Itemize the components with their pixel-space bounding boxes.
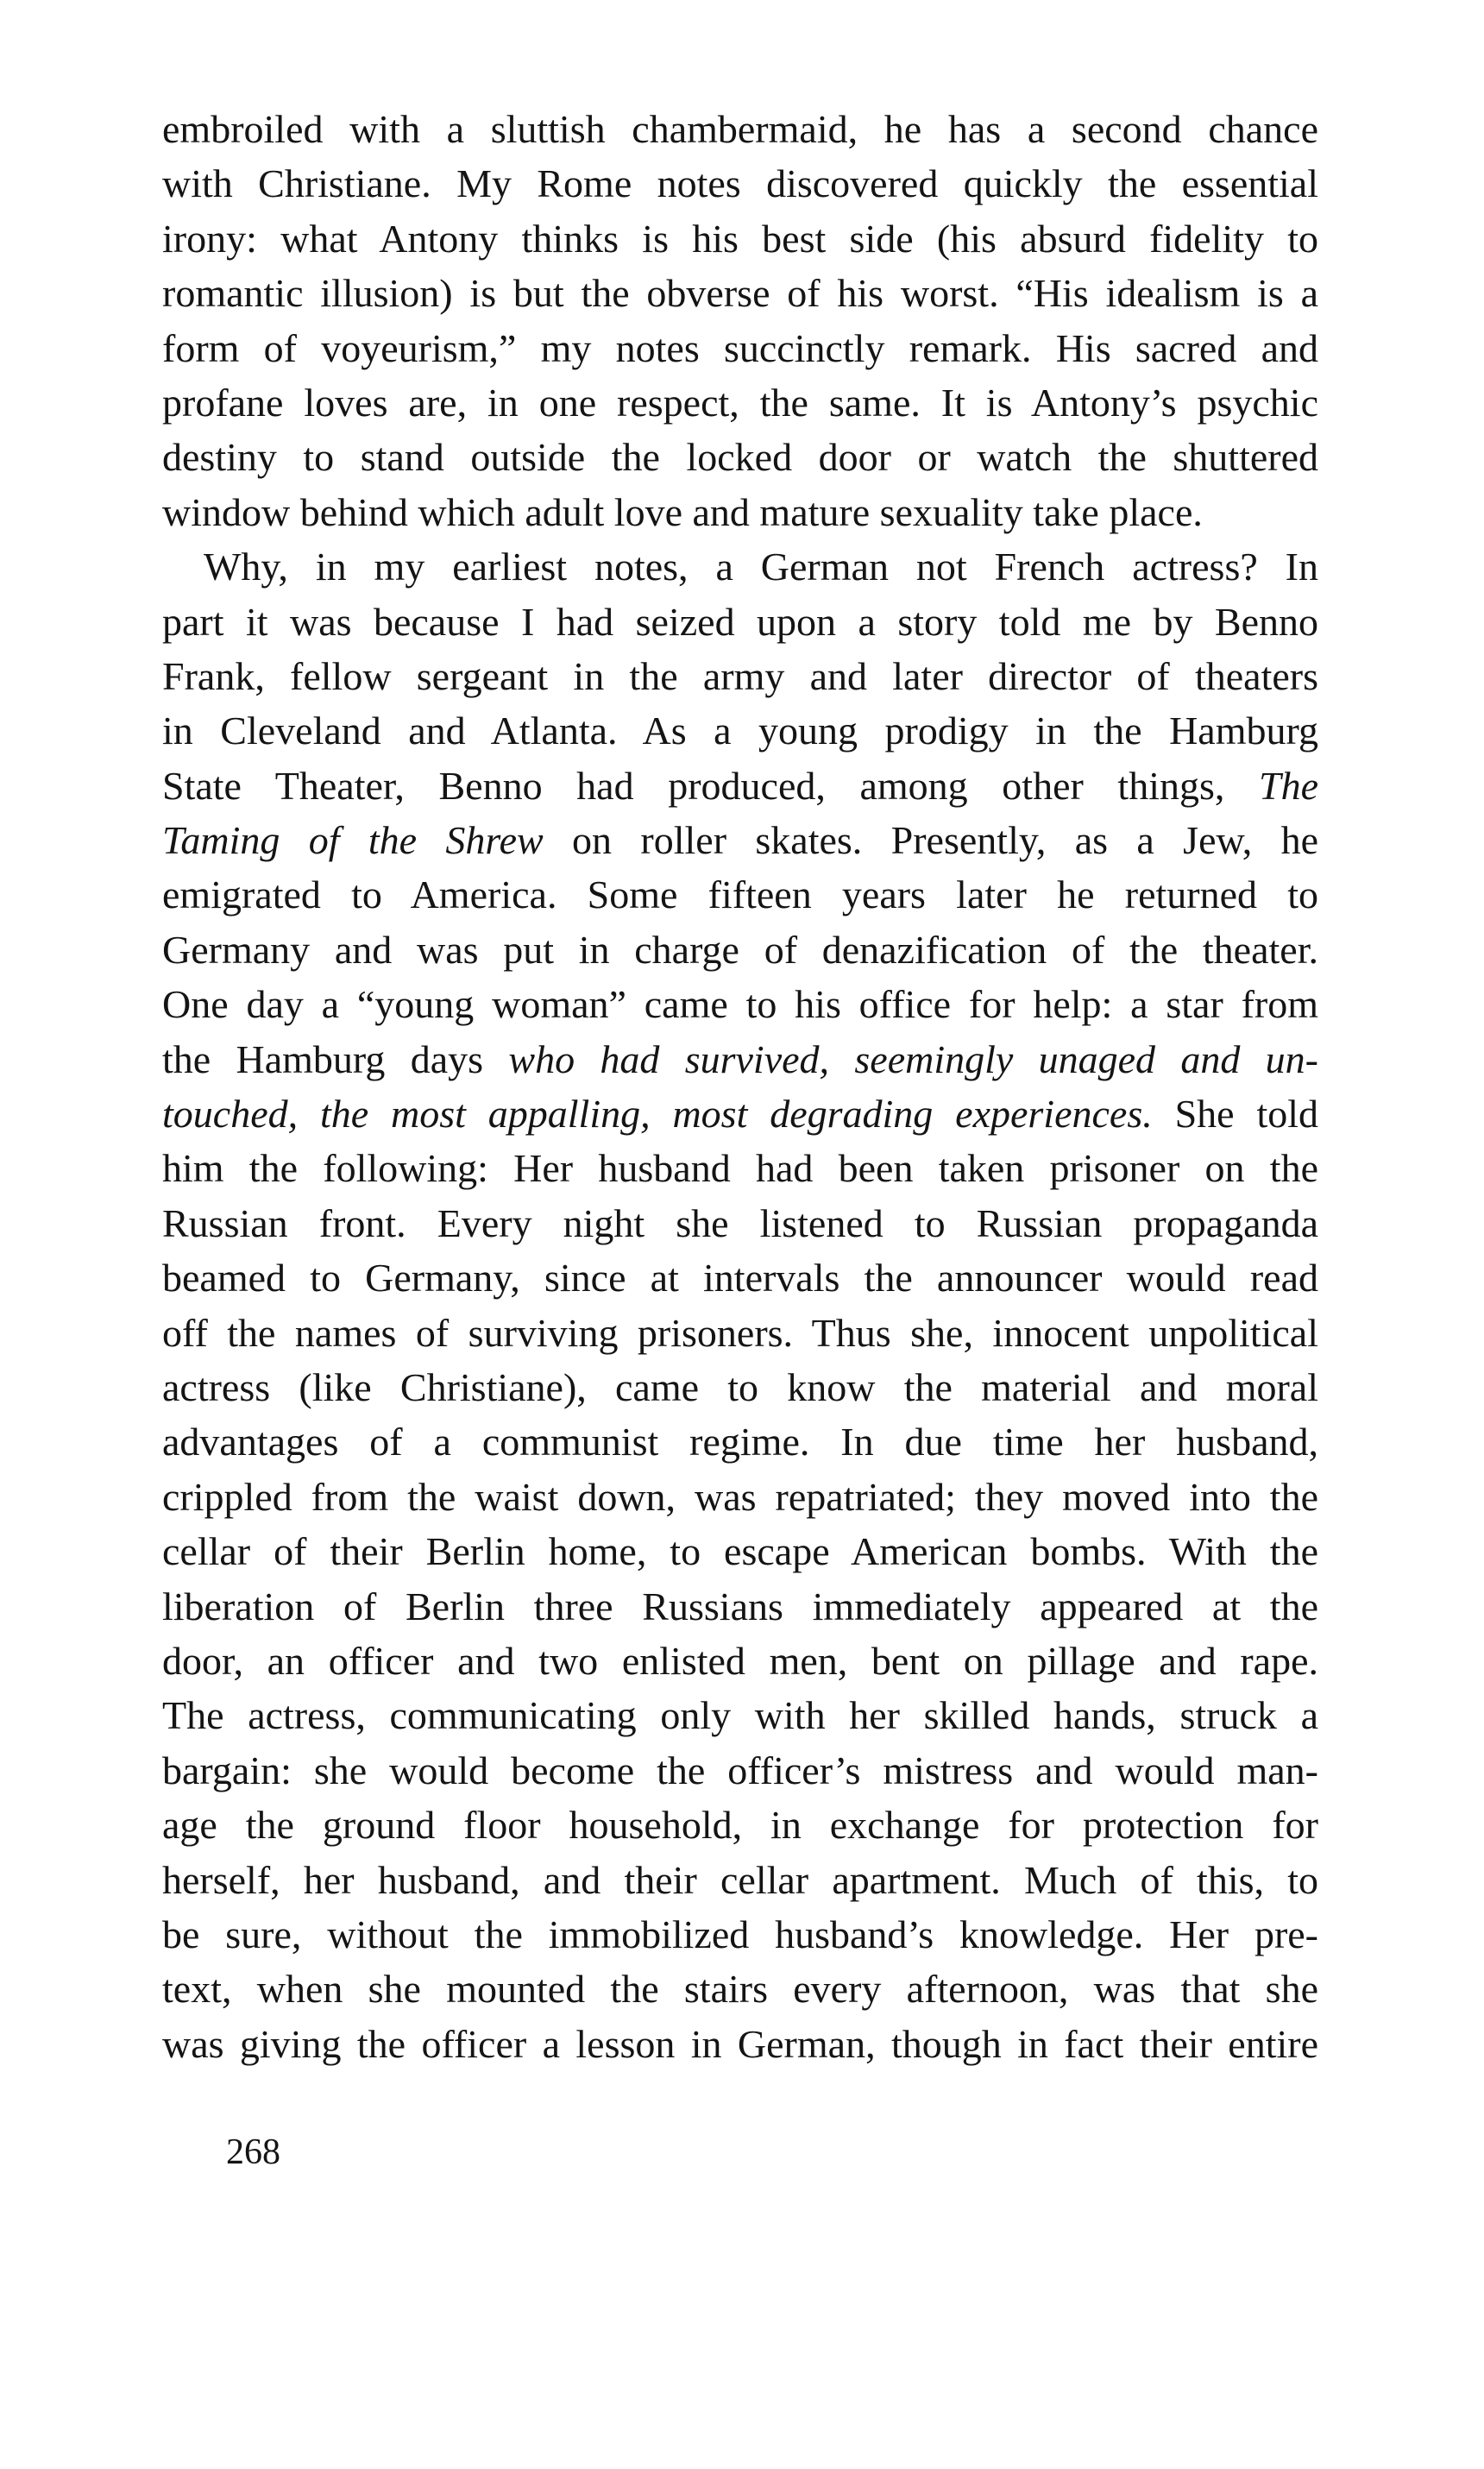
italic-title: The (1259, 763, 1318, 808)
text-line (162, 1032, 1318, 1086)
text-line: irony: what Antony thinks is his best side (his absurd fidelity to (162, 216, 1318, 261)
text-line: in Cleveland and Atlanta. As a young prodigy in the Hamburg (162, 709, 1318, 753)
text-line (162, 1086, 1318, 1141)
text-line: Frank, fellow sergeant in the army and later director of theaters (162, 653, 1318, 698)
text-line: be sure, without the immobilized husband’s knowledge. Her pre- (162, 1912, 1318, 1956)
text-line: actress (like Christiane), came to know the material and moral (162, 1364, 1318, 1409)
text-line: him the following: Her husband had been taken prisoner on the (162, 1146, 1318, 1191)
paragraph-start-line: Why, in my earliest notes, a German not French actress? In (204, 545, 1318, 589)
text-line: with Christiane. My Rome notes discovered quickly the essential (162, 161, 1318, 206)
line-text: She told (1152, 1092, 1319, 1137)
text-line: beamed to Germany, since at intervals the announcer would read (162, 1256, 1318, 1301)
line-text: the Hamburg days (162, 1036, 509, 1081)
paragraph-end-line: window behind which adult love and mature sexuality take place. (162, 489, 1203, 534)
line-text: on roller skates. Presently, as a Jew, he (543, 818, 1318, 863)
text-line: Germany and was put in charge of denazification of the theater. (162, 927, 1318, 972)
text-line: emigrated to America. Some fifteen years later he returned to (162, 872, 1318, 917)
text-line: destiny to stand outside the locked door or watch the shuttered (162, 435, 1318, 480)
text-line (162, 759, 1318, 813)
page-body (162, 102, 1318, 2071)
text-line: was giving the officer a lesson in German, though in fact their entire (162, 2021, 1318, 2066)
text-line: romantic illusion) is but the obverse of his worst. “His idealism is a (162, 271, 1318, 316)
italic-title: Taming of the Shrew (162, 818, 544, 863)
text-line: form of voyeurism,” my notes succinctly remark. His sacred and (162, 325, 1318, 370)
text-line: The actress, communicating only with her skilled hands, struck a (162, 1693, 1318, 1738)
text-line: embroiled with a sluttish chambermaid, he has a second chance (162, 107, 1318, 151)
text-line: advantages of a communist regime. In due time her husband, (162, 1420, 1318, 1464)
text-line: liberation of Berlin three Russians immediately appeared at the (162, 1584, 1318, 1628)
text-line: profane loves are, in one respect, the same. It is Antony’s psychic (162, 380, 1318, 425)
text-line: cellar of their Berlin home, to escape American bombs. With the (162, 1529, 1318, 1574)
text-line: off the names of surviving prisoners. Thus she, innocent unpolitical (162, 1310, 1318, 1355)
text-line: age the ground floor household, in exchange for protection for (162, 1803, 1318, 1848)
line-text: State Theater, Benno had produced, among other things, (162, 763, 1259, 808)
text-line (162, 813, 1318, 867)
text-line: part it was because I had seized upon a story told me by Benno (162, 599, 1318, 644)
text-line: herself, her husband, and their cellar apartment. Much of this, to (162, 1857, 1318, 1902)
text-line: door, an officer and two enlisted men, bent on pillage and rape. (162, 1638, 1318, 1683)
italic-emphasis: who had survived, seemingly unaged and un- (508, 1036, 1319, 1081)
text-line: text, when she mounted the stairs every afternoon, was that she (162, 1967, 1318, 2012)
page-number: 268 (226, 2132, 280, 2172)
italic-emphasis: touched, the most appalling, most degrading experiences. (162, 1092, 1153, 1137)
text-line: crippled from the waist down, was repatriated; they moved into the (162, 1474, 1318, 1519)
text-line: One day a “young woman” came to his office for help: a star from (162, 982, 1318, 1027)
text-line: bargain: she would become the officer’s mistress and would man- (162, 1748, 1318, 1792)
text-line: Russian front. Every night she listened to Russian propaganda (162, 1200, 1318, 1245)
